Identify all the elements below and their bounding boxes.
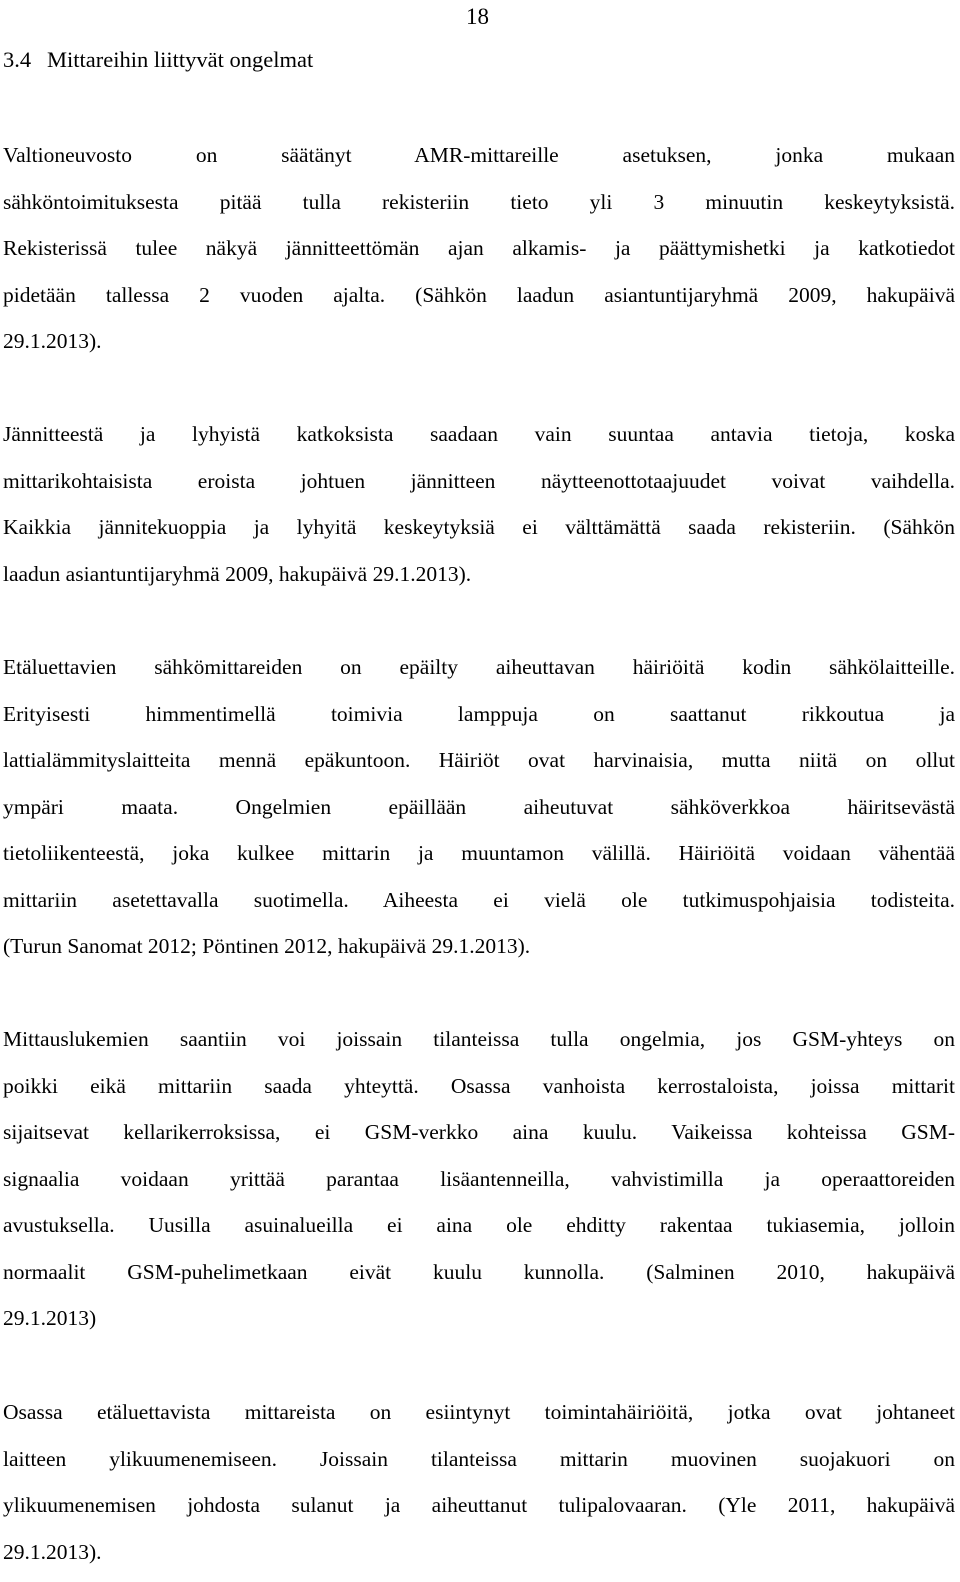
paragraph-line: ylikuumenemisen johdosta sulanut ja aiheuttanut tulipalovaaran. (Yle 2011, hakupäivä xyxy=(3,1489,955,1536)
paragraph-line: mittarikohtaisista eroista johtuen jännitteen näytteenottotaajuudet voivat vaihdella. xyxy=(3,465,955,512)
paragraph-line: Erityisesti himmentimellä toimivia lamppuja on saattanut rikkoutua ja xyxy=(3,698,955,745)
paragraph-line: avustuksella. Uusilla asuinalueilla ei aina ole ehditty rakentaa tukiasemia, jolloin xyxy=(3,1209,955,1256)
paragraph-line: Valtioneuvosto on säätänyt AMR-mittareille asetuksen, jonka mukaan xyxy=(3,139,955,186)
section-number: 3.4 xyxy=(3,45,47,75)
paragraph-line: tietoliikenteestä, joka kulkee mittarin ja muuntamon välillä. Häiriöitä voidaan vähentää xyxy=(3,837,955,884)
paragraph-line: Osassa etäluettavista mittareista on esiintynyt toimintahäiriöitä, jotka ovat johtaneet xyxy=(3,1396,955,1443)
paragraph-line: ympäri maata. Ongelmien epäillään aiheutuvat sähköverkkoa häiritsevästä xyxy=(3,791,955,838)
paragraph-line: 29.1.2013). xyxy=(3,1536,955,1582)
paragraph-line: normaalit GSM-puhelimetkaan eivät kuulu kunnolla. (Salminen 2010, hakupäivä xyxy=(3,1256,955,1303)
paragraph-line: Etäluettavien sähkömittareiden on epäilty aiheuttavan häiriöitä kodin sähkölaitteille. xyxy=(3,651,955,698)
section-heading xyxy=(3,45,313,75)
paragraph-line: Mittauslukemien saantiin voi joissain tilanteissa tulla ongelmia, jos GSM-yhteys on xyxy=(3,1023,955,1070)
paragraph-4 xyxy=(3,1023,955,1349)
paragraph-line: pidetään tallessa 2 vuoden ajalta. (Sähkön laadun asiantuntijaryhmä 2009, hakupäivä xyxy=(3,279,955,326)
paragraph-line: laadun asiantuntijaryhmä 2009, hakupäivä 29.1.2013). xyxy=(3,558,955,605)
paragraph-line: poikki eikä mittariin saada yhteyttä. Osassa vanhoista kerrostaloista, joissa mittarit xyxy=(3,1070,955,1117)
paragraph-line: lattialämmityslaitteita mennä epäkuntoon. Häiriöt ovat harvinaisia, mutta niitä on ollut xyxy=(3,744,955,791)
paragraph-5 xyxy=(3,1396,955,1582)
paragraph-line: sijaitsevat kellarikerroksissa, ei GSM-verkko aina kuulu. Vaikeissa kohteissa GSM- xyxy=(3,1116,955,1163)
paragraph-2 xyxy=(3,418,955,604)
paragraph-line: laitteen ylikuumenemiseen. Joissain tilanteissa mittarin muovinen suojakuori on xyxy=(3,1443,955,1490)
paragraph-line: Rekisterissä tulee näkyä jännitteettömän ajan alkamis- ja päättymishetki ja katkotiedot xyxy=(3,232,955,279)
paragraph-line: 29.1.2013). xyxy=(3,325,955,372)
paragraph-3 xyxy=(3,651,955,977)
page-number: 18 xyxy=(466,2,489,32)
paragraph-line: mittariin asetettavalla suotimella. Aiheesta ei vielä ole tutkimuspohjaisia todisteita. xyxy=(3,884,955,931)
paragraph-line: 29.1.2013) xyxy=(3,1302,955,1349)
paragraph-line: signaalia voidaan yrittää parantaa lisäantenneilla, vahvistimilla ja operaattoreiden xyxy=(3,1163,955,1210)
section-title: Mittareihin liittyvät ongelmat xyxy=(47,47,313,72)
paragraph-1 xyxy=(3,139,955,372)
paragraph-line: Jännitteestä ja lyhyistä katkoksista saadaan vain suuntaa antavia tietoja, koska xyxy=(3,418,955,465)
paragraph-line: sähköntoimituksesta pitää tulla rekisteriin tieto yli 3 minuutin keskeytyksistä. xyxy=(3,186,955,233)
paragraph-line: Kaikkia jännitekuoppia ja lyhyitä keskeytyksiä ei välttämättä saada rekisteriin. (Sähkön xyxy=(3,511,955,558)
paragraph-line: (Turun Sanomat 2012; Pöntinen 2012, hakupäivä 29.1.2013). xyxy=(3,930,955,977)
